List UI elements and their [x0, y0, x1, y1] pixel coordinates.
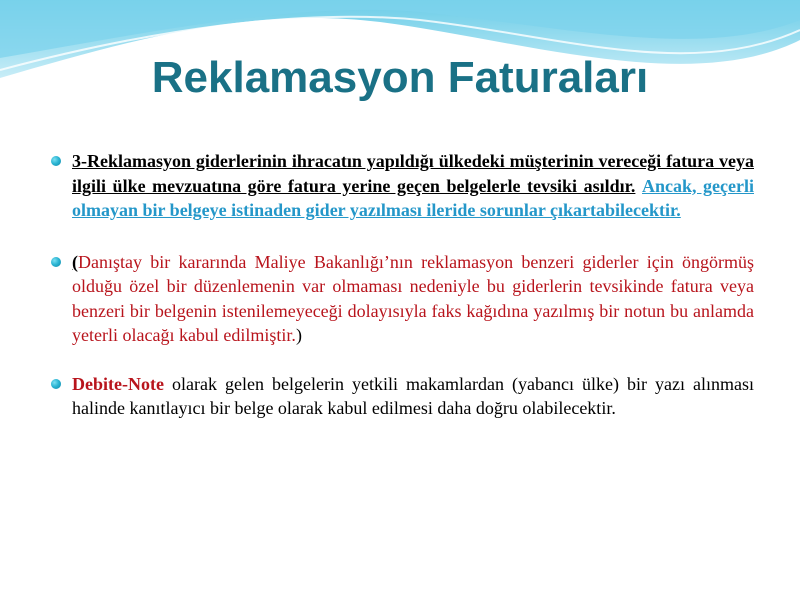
- bullet-item-2: [48, 250, 754, 348]
- bullet-2-text: Danıştay bir kararında Maliye Bakanlığı’nın reklamasyon benzeri giderler için öngörmüş olduğu özel bir düzenlemenin var olmaması nedeniyle bu giderlerin tevsikinde fatura veya benzeri bir belgenin istenilemeyeceği dolayısıyla faks kağıdına yazılmış bir notun bu anlamda yeterli olacağı kabul edilmiştir.: [72, 251, 754, 345]
- debite-note-term: Debite-Note: [72, 373, 164, 394]
- bullet-icon: [51, 379, 61, 389]
- close-paren: ): [295, 325, 302, 345]
- bullet-item-1: [48, 149, 754, 223]
- bullet-text-2: [72, 250, 754, 348]
- bullet-1-link-text[interactable]: Ancak, geçerli olmayan bir belgeye istinaden gider yazılması ileride sorunlar çıkartabilecektir.: [72, 175, 755, 220]
- bullet-1-main-text: 3-Reklamasyon giderlerinin ihracatın yapıldığı ülkedeki müşterinin vereceği fatura veya ilgili ülke mevzuatına göre fatura yerine geçen belgelerle tevsiki asıldır.: [72, 151, 754, 196]
- bullet-list: [48, 131, 754, 439]
- bullet-text-3: [72, 372, 754, 421]
- bullet-icon: [51, 257, 61, 267]
- bullet-item-3: [48, 372, 754, 421]
- bullet-icon: [51, 156, 61, 166]
- slide-title: Reklamasyon Faturaları: [151, 53, 649, 102]
- bullet-3-text: olarak gelen belgelerin yetkili makamlardan (yabancı ülke) bir yazı alınması halinde kanıtlayıcı bir belge olarak kabul edilmesi daha doğru olabilecektir.: [72, 373, 754, 418]
- open-paren: (: [72, 251, 78, 272]
- bullet-text-1: [72, 149, 754, 223]
